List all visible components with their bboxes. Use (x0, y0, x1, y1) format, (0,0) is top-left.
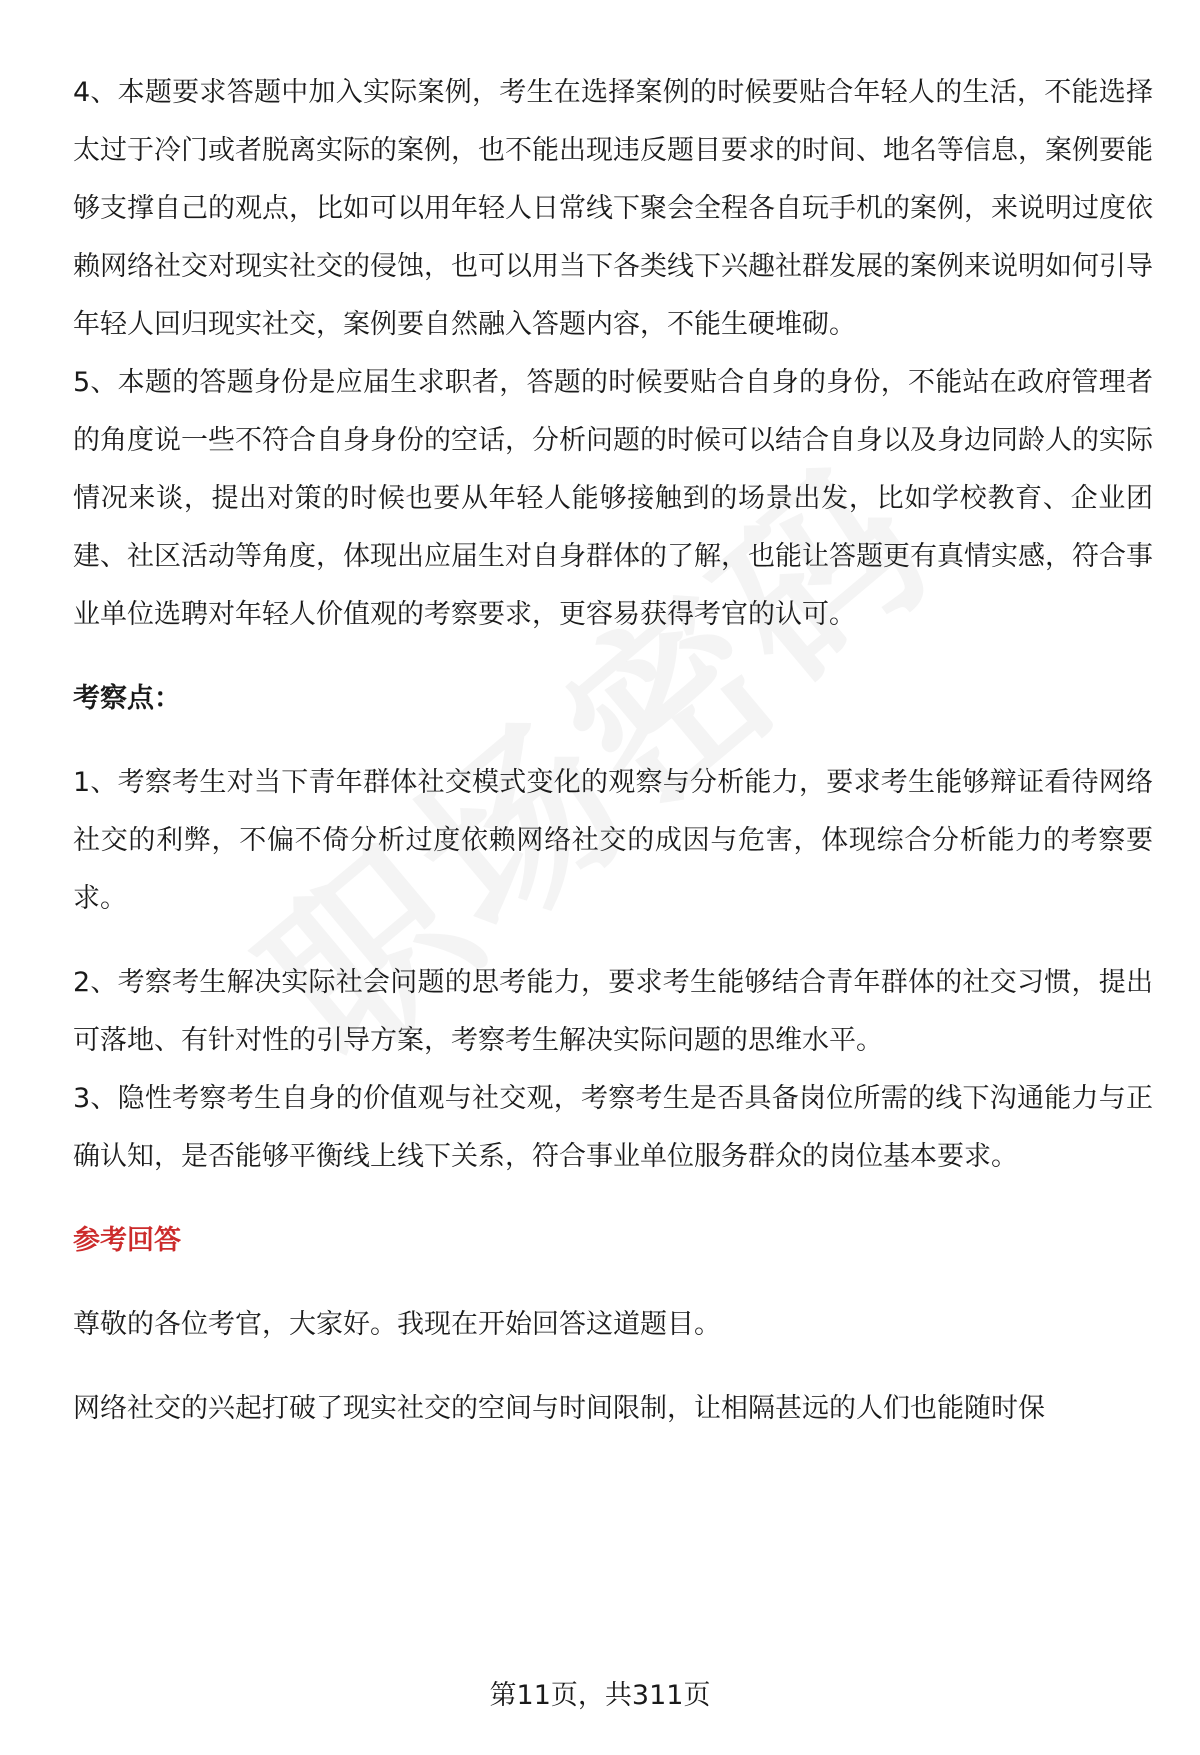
spacer (73, 928, 1153, 954)
document-body (73, 64, 1153, 1438)
paragraph-answer-greeting: 尊敬的各位考官，大家好。我现在开始回答这道题目。 (73, 1309, 721, 1340)
spacer (73, 1186, 1153, 1212)
spacer (73, 728, 1153, 754)
section-heading-reference-answer: 参考回答 (73, 1225, 181, 1256)
paragraph-exam-point-2: 2、考察考生解决实际社会问题的思考能力，要求考生能够结合青年群体的社交习惯，提出可落地、有针对性的引导方案，考察考生解决实际问题的思维水平。 (73, 967, 1153, 1056)
paragraph-exam-point-3: 3、隐性考察考生自身的价值观与社交观，考察考生是否具备岗位所需的线下沟通能力与正确认知，是否能够平衡线上线下关系，符合事业单位服务群众的岗位基本要求。 (73, 1083, 1153, 1172)
paragraph-answer-body: 网络社交的兴起打破了现实社交的空间与时间限制，让相隔甚远的人们也能随时保 (73, 1393, 1045, 1424)
paragraph-point-5: 5、本题的答题身份是应届生求职者，答题的时候要贴合自身的身份，不能站在政府管理者的角度说一些不符合自身身份的空话，分析问题的时候可以结合自身以及身边同龄人的实际情况来谈，提出对策的时候也要从年轻人能够接触到的场景出发，比如学校教育、企业团建、社区活动等角度，体现出应届生对自身群体的了解，也能让答题更有真情实感，符合事业单位选聘对年轻人价值观的考察要求，更容易获得考官的认可。 (73, 367, 1153, 630)
paragraph-point-4: 4、本题要求答题中加入实际案例，考生在选择案例的时候要贴合年轻人的生活，不能选择太过于冷门或者脱离实际的案例，也不能出现违反题目要求的时间、地名等信息，案例要能够支撑自己的观点，比如可以用年轻人日常线下聚会全程各自玩手机的案例，来说明过度依赖网络社交对现实社交的侵蚀，也可以用当下各类线下兴趣社群发展的案例来说明如何引导年轻人回归现实社交，案例要自然融入答题内容，不能生硬堆砌。 (73, 77, 1153, 340)
spacer (73, 1354, 1153, 1380)
spacer (73, 644, 1153, 670)
section-heading-exam-points: 考察点： (73, 683, 181, 714)
spacer (73, 1270, 1153, 1296)
page-number-footer: 第11页，共311页 (489, 1680, 711, 1711)
paragraph-exam-point-1: 1、考察考生对当下青年群体社交模式变化的观察与分析能力，要求考生能够辩证看待网络社交的利弊，不偏不倚分析过度依赖网络社交的成因与危害，体现综合分析能力的考察要求。 (73, 767, 1153, 914)
